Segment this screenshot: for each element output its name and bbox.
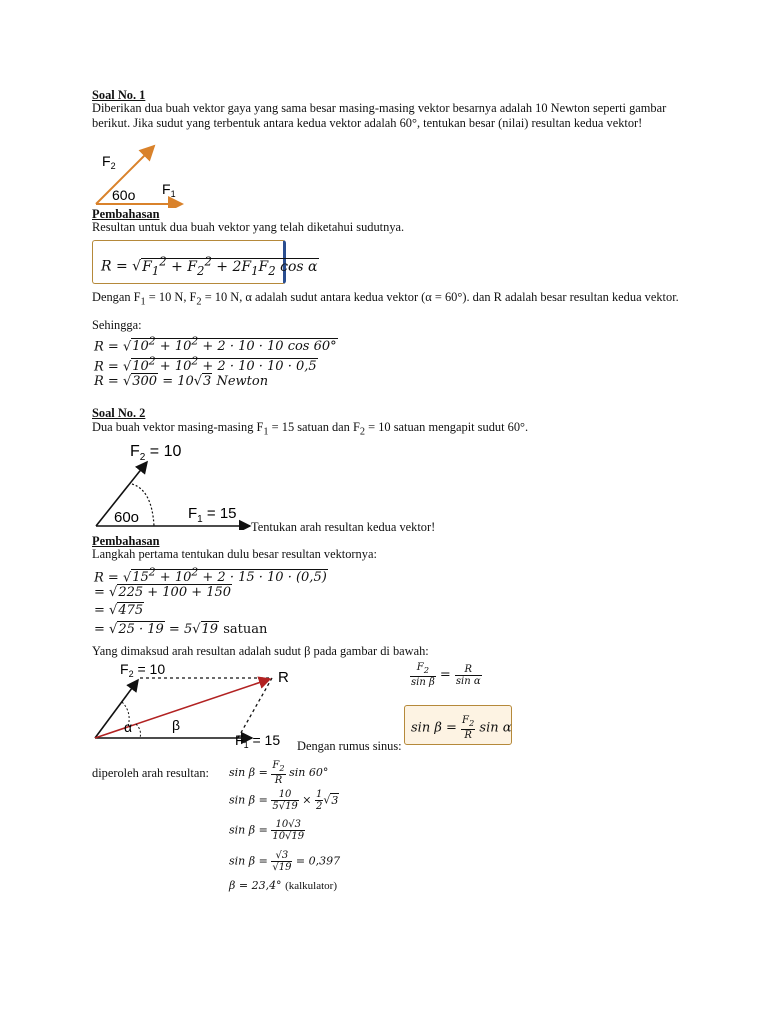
soal2-resultant-arrow xyxy=(95,679,270,738)
soal2-fig2-f2-label: $F_2 = 10$ xyxy=(120,661,166,679)
soal2-fig2-alpha-label: α xyxy=(124,719,133,735)
soal1-question: Diberikan dua buah vektor gaya yang sama besar masing-masing vektor besarnya adalah 10 Newton seperti gambar berikut. Jika sudut yang terbentuk antara kedua vektor adalah 60°, tentukan besar (nilai) resultan kedua vektor! xyxy=(92,101,667,130)
soal2-calc-4: sin β = $\frac{√3}{√19}$ = 0,397 xyxy=(229,850,341,873)
soal1-f2-label: $F_2$ xyxy=(102,153,116,171)
soal2-angle-label: 60o xyxy=(114,509,140,526)
soal2-arah-intro: Yang dimaksud arah resultan adalah sudut β pada gambar di bawah: xyxy=(92,644,429,658)
soal2-fig2-beta-label: β xyxy=(172,717,181,733)
soal1-angle-label: 60o xyxy=(112,187,136,203)
soal1-step-3: R = √300 = 10√3 Newton xyxy=(94,374,269,389)
soal1-intro: Resultan untuk dua buah vektor yang telah diketahui sudutnya. xyxy=(92,220,405,234)
soal2-calc-5: β = 23,4° (kalkulator) xyxy=(229,879,337,892)
soal2-calc-2: sin β = $\frac{10}{5√19}$ × $\frac{1}{2}$ √3 xyxy=(229,789,339,812)
soal2-step-2: = √225 + 100 + 150 xyxy=(94,585,232,600)
soal2-step-1: $R = √15^2 + 10^2 + 2 \cdot 15 \cdot 10 \cdot (0,5)$ xyxy=(94,566,327,586)
soal2-question: Dua buah vektor masing-masing $F_1 = 15$ satuan dan $F_2 = 10$ satuan mengapit sudut 60°. xyxy=(92,420,529,438)
soal2-step-4: = √25 · 19 = 5√19 satuan xyxy=(94,622,268,637)
soal1-known: Dengan $F_1 = 10$ N, $F_2 = 10$ N, α adalah sudut antara kedua vektor (α = 60°). dan R adalah besar resultan kedua vektor. xyxy=(92,290,679,308)
soal2-parallelogram-figure xyxy=(92,658,297,750)
soal1-step-1: $R = √10^2 + 10^2 + 2 \cdot 10 \cdot 10$ cos 60° xyxy=(94,335,337,355)
soal1-pembahasan: Pembahasan xyxy=(92,207,160,221)
soal2-f2-label: $F_2 = 10$ xyxy=(130,443,182,463)
soal2-heading: Soal No. 2 xyxy=(92,406,146,420)
soal2-rumus-sinus: Dengan rumus sinus: xyxy=(297,739,402,753)
soal2-task: Tentukan arah resultan kedua vektor! xyxy=(251,520,436,534)
soal2-beta-arc xyxy=(136,724,141,738)
soal2-sine-box: sin β = $\frac{F_2}{R}$ sin α xyxy=(404,705,512,745)
soal1-formula-box xyxy=(92,240,318,284)
soal2-sine-rule: $\frac{F_2}{\text{sin β}}$ = $\frac{R}{\text{sin α}}$ xyxy=(411,662,481,688)
soal1-vector-figure xyxy=(92,138,192,208)
soal2-diperoleh: diperoleh arah resultan: xyxy=(92,766,209,780)
soal2-calc-1: sin β = $\frac{F_2}{R}$ sin 60° xyxy=(229,760,329,786)
soal2-pembahasan: Pembahasan xyxy=(92,534,160,548)
soal2-vector-figure xyxy=(92,438,262,530)
soal1-sehingga: Sehingga: xyxy=(92,318,142,332)
soal2-f1-label: $F_1 = 15$ xyxy=(188,505,237,525)
soal1-step-2: $R = √10^2 + 10^2 + 2 \cdot 10 \cdot 10 \cdot 0,5$ xyxy=(94,355,317,375)
soal2-step-3: = √475 xyxy=(94,603,144,618)
soal2-step1: Langkah pertama tentukan dulu besar resultan vektornya: xyxy=(92,547,377,561)
soal1-f1-label: $F_1$ xyxy=(162,181,176,199)
soal1-general-formula: $R = √F_1^2 + F_2^2 + 2F_1F_2$ cos α xyxy=(101,254,318,278)
soal2-fig2-f1-label: $F_1 = 15$ xyxy=(235,732,281,750)
soal2-fig2-r-label: R xyxy=(278,669,289,686)
soal1-heading: Soal No. 1 xyxy=(92,88,146,102)
soal2-calc-3: sin β = $\frac{10√3}{10√19}$ xyxy=(229,819,305,842)
soal2-dashed-right xyxy=(238,678,272,738)
